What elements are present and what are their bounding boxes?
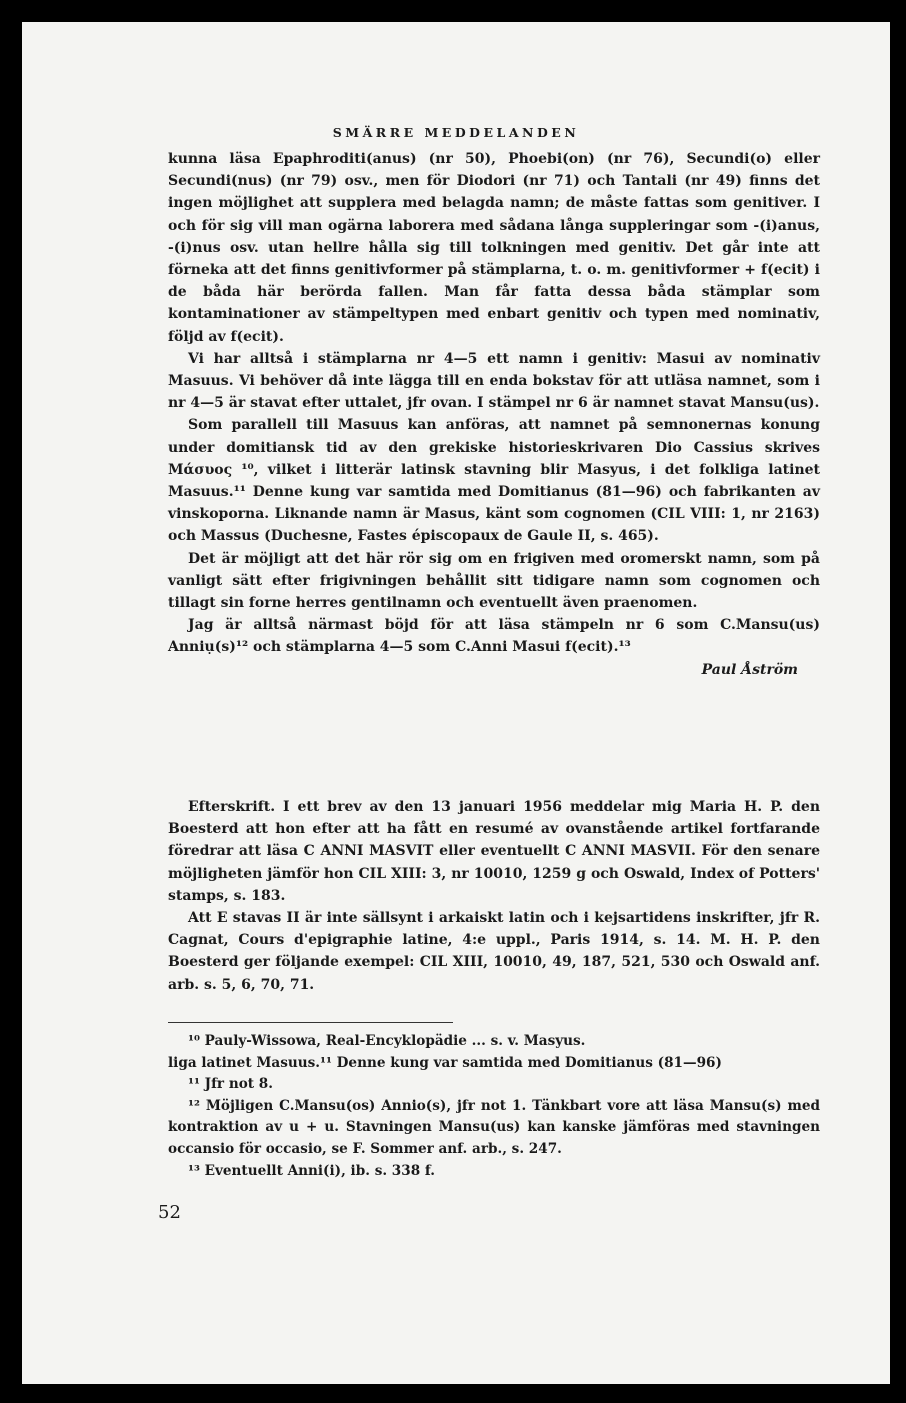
footnotes: [168, 1031, 820, 1182]
postscript-paragraph-2: Att E stavas II är inte sällsynt i arkaiskt latin och i kejsartidens inskrifter, jfr R. Cagnat, Cours d'epigraphie latine, 4:e uppl., Paris 1914, s. 14. M. H. P. den Boesterd ger följande exempel: CIL XIII, 10010, 49, 187, 521, 530 och Oswald anf. arb. s. 5, 6, 70, 71.: [168, 910, 820, 993]
main-text: [168, 148, 820, 681]
paragraph-4: Det är möjligt att det här rör sig om en frigiven med oromerskt namn, som på vanligt sätt efter frigivningen behållit sitt tidigare namn som cognomen och tillagt sin forne herres gentilnamn och eventuellt även praenomen.: [168, 550, 820, 612]
footnote-10: ¹⁰ Pauly-Wissowa, Real-Encyklopädie ... s. v. Masyus.: [188, 1033, 586, 1049]
postscript-paragraph-1: Efterskrift. I ett brev av den 13 januari 1956 meddelar mig Maria H. P. den Boesterd att hon efter att ha fått en resumé av ovanstående artikel fortfarande föredrar att läsa C ANNI MASVIT eller eventuellt C ANNI MASVII. För den senare möjligheten jämför hon CIL XIII: 3, nr 10010, 1259 g och Oswald, Index of Potters' stamps, s. 183.: [168, 799, 820, 904]
paragraph-1: kunna läsa Epaphroditi(anus) (nr 50), Phoebi(on) (nr 76), Secundi(o) eller Secundi(nus) (nr 79) osv., men för Diodori (nr 71) och Tantali (nr 49) finns det ingen möjlighet att supplera med belagda namn; de måste fattas som genitiver. I och för sig vill man ogärna laborera med sådana långa suppleringar som -(i)anus, -(i)nus osv. utan hellre hålla sig till tolkningen med genitiv. Det går inte att förneka att det finns genitivformer på stämplarna, t. o. m. genitivformer + f(ecit) i de båda här berörda fallen. Man får fatta dessa båda stämplar som kontaminationer av stämpeltypen med enbart genitiv och typen med nominativ, följd av f(ecit).: [168, 151, 820, 345]
postscript: [168, 796, 820, 996]
document-page: [22, 22, 890, 1384]
paragraph-2: Vi har alltså i stämplarna nr 4—5 ett namn i genitiv: Masui av nominativ Masuus. Vi behöver då inte lägga till en enda bokstav för att utläsa namnet, som i nr 4—5 är stavat efter uttalet, jfr ovan. I stämpel nr 6 är namnet stavat Mansu(us).: [168, 350, 820, 412]
paragraph-3: Som parallell till Masuus kan anföras, att namnet på semnonernas konung under domitiansk tid av den grekiske historieskrivaren Dio Cassius skrives Μάσυος ¹⁰, vilket i litterär latinsk stavning blir Masyus, i det folkliga latinet Masuus.¹¹ Denne kung var samtida med Domitianus (81—96) och fabrikanten av vinskoporna. Liknande namn är Masus, känt som cognomen (CIL VIII: 1, nr 2163) och Massus (Duchesne, Fastes épiscopaux de Gaule II, s. 465).: [168, 417, 820, 545]
footnote-12: ¹² Möjligen C.Mansu(os) Annio(s), jfr not 1. Tänkbart vore att läsa Mansu(s) med kontraktion av u + u. Stavningen Mansu(us) kan kanske jämföras med stavningen occansio för occasio, se F. Sommer anf. arb., s. 247.: [168, 1097, 820, 1157]
author-signature: Paul Åström: [701, 661, 798, 678]
running-header: SMÄRRE MEDDELANDEN: [332, 125, 580, 140]
footnote-13: ¹³ Eventuellt Anni(i), ib. s. 338 f.: [188, 1162, 436, 1179]
footnote-11: ¹¹ Jfr not 8.: [188, 1076, 273, 1093]
paragraph-5: Jag är alltså närmast böjd för att läsa stämpeln nr 6 som C.Mansu(us) Anniụ(s)¹² och stämplarna 4—5 som C.Anni Masui f(ecit).¹³: [168, 617, 820, 656]
footnote-rule: [168, 1022, 453, 1023]
page-number: 52: [158, 1202, 181, 1223]
footnote-stray-line: liga latinet Masuus.¹¹ Denne kung var samtida med Domitianus (81—96): [168, 1054, 722, 1071]
